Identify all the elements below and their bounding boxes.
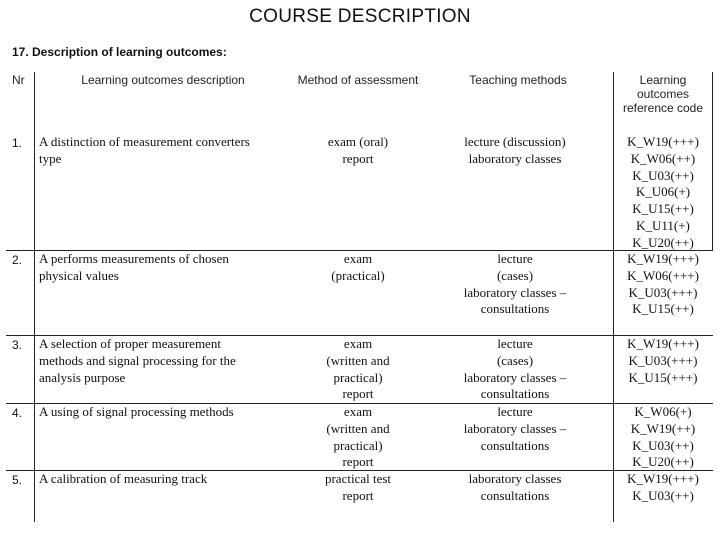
text-line: practical) xyxy=(333,369,383,385)
text-line: methods and signal processing for the xyxy=(39,352,236,368)
row-number: 2. xyxy=(12,253,23,267)
outcome-description xyxy=(39,471,289,488)
teaching-method xyxy=(440,134,590,168)
text-line: laboratory classes xyxy=(468,150,562,166)
text-line: lecture (discussion) xyxy=(464,134,566,149)
column-header-reference xyxy=(614,73,712,115)
text-line: (written and xyxy=(326,352,390,368)
reference-code: K_U15(++) xyxy=(632,201,694,217)
teaching-method xyxy=(440,471,590,505)
column-header-nr: Nr xyxy=(12,73,25,87)
text-line: practical) xyxy=(333,437,383,453)
reference-header-line: reference code xyxy=(622,101,704,115)
text-line: (cases) xyxy=(496,352,534,368)
text-line: lecture xyxy=(497,336,533,351)
page-title: COURSE DESCRIPTION xyxy=(249,6,471,27)
reference-code: K_U03(+++) xyxy=(628,284,698,300)
row-number: 1. xyxy=(12,136,23,150)
text-line: lecture xyxy=(497,251,533,266)
assessment-method xyxy=(296,251,420,285)
outcome-description xyxy=(39,251,289,285)
reference-code: K_U03(++) xyxy=(632,487,694,503)
text-line: exam xyxy=(343,404,373,419)
text-line: type xyxy=(39,150,62,166)
row-number: 5. xyxy=(12,473,23,487)
reference-codes xyxy=(614,336,712,386)
text-line: (cases) xyxy=(496,267,534,283)
reference-code: K_W19(++) xyxy=(630,420,696,436)
reference-code: K_U11(+) xyxy=(636,217,690,233)
reference-code: K_U15(+++) xyxy=(628,369,698,385)
reference-codes xyxy=(614,134,712,252)
table-border-left xyxy=(34,72,35,522)
reference-header-line: Learning xyxy=(639,73,687,87)
text-line: exam xyxy=(343,336,373,351)
text-line: laboratory classes xyxy=(468,471,562,486)
reference-code: K_W06(++) xyxy=(630,150,696,166)
text-line: report xyxy=(342,150,374,166)
reference-code: K_U20(++) xyxy=(632,234,694,250)
reference-codes xyxy=(614,251,712,318)
text-line: A performs measurements of chosen xyxy=(39,251,229,266)
text-line: exam (oral) xyxy=(327,134,389,149)
text-line: A calibration of measuring track xyxy=(39,471,208,486)
text-line: lecture xyxy=(497,404,533,419)
outcome-description xyxy=(39,404,289,421)
text-line: A selection of proper measurement xyxy=(39,336,221,351)
text-line: consultations xyxy=(480,386,550,402)
text-line: laboratory classes – xyxy=(463,420,567,436)
reference-code: K_W19(+++) xyxy=(627,134,699,149)
reference-code: K_U20(++) xyxy=(632,454,694,470)
text-line: report xyxy=(342,454,374,470)
reference-code: K_U06(+) xyxy=(635,184,691,200)
outcome-description xyxy=(39,336,289,386)
reference-code: K_U03(+++) xyxy=(628,352,698,368)
text-line: exam xyxy=(343,251,373,266)
table-border-right xyxy=(712,72,713,250)
text-line: laboratory classes – xyxy=(463,369,567,385)
text-line: physical values xyxy=(39,267,119,283)
text-line: (written and xyxy=(326,420,390,436)
assessment-method xyxy=(296,404,420,471)
text-line: consultations xyxy=(480,437,550,453)
reference-code: K_U03(++) xyxy=(632,167,694,183)
assessment-method xyxy=(296,134,420,168)
text-line: A distinction of measurement converters xyxy=(39,134,250,149)
column-header-description: Learning outcomes description xyxy=(81,73,245,87)
text-line: consultations xyxy=(480,487,550,503)
teaching-method xyxy=(440,404,590,454)
assessment-method xyxy=(296,471,420,505)
row-number: 4. xyxy=(12,406,23,420)
reference-code: K_W19(+++) xyxy=(627,251,699,266)
reference-code: K_W19(+++) xyxy=(627,471,699,486)
reference-code: K_W06(+++) xyxy=(627,267,699,283)
outcome-description xyxy=(39,134,289,168)
reference-code: K_U03(++) xyxy=(632,437,694,453)
reference-code: K_W06(+) xyxy=(634,404,692,419)
column-header-teaching: Teaching methods xyxy=(469,73,567,87)
assessment-method xyxy=(296,336,420,403)
reference-header-line: outcomes xyxy=(636,87,690,101)
teaching-method xyxy=(440,336,590,403)
row-number: 3. xyxy=(12,338,23,352)
text-line: report xyxy=(342,487,374,503)
reference-codes xyxy=(614,471,712,505)
text-line: analysis purpose xyxy=(39,369,126,385)
teaching-method xyxy=(440,251,590,318)
text-line: report xyxy=(342,386,374,402)
reference-codes xyxy=(614,404,712,471)
reference-code: K_U15(++) xyxy=(632,301,694,317)
text-line: practical test xyxy=(324,471,392,486)
text-line: laboratory classes – xyxy=(463,284,567,300)
text-line: A using of signal processing methods xyxy=(39,404,234,419)
text-line: (practical) xyxy=(331,267,385,283)
column-header-method: Method of assessment xyxy=(297,73,419,87)
text-line: consultations xyxy=(480,301,550,317)
section-heading: 17. Description of learning outcomes: xyxy=(12,45,227,59)
reference-code: K_W19(+++) xyxy=(627,336,699,351)
